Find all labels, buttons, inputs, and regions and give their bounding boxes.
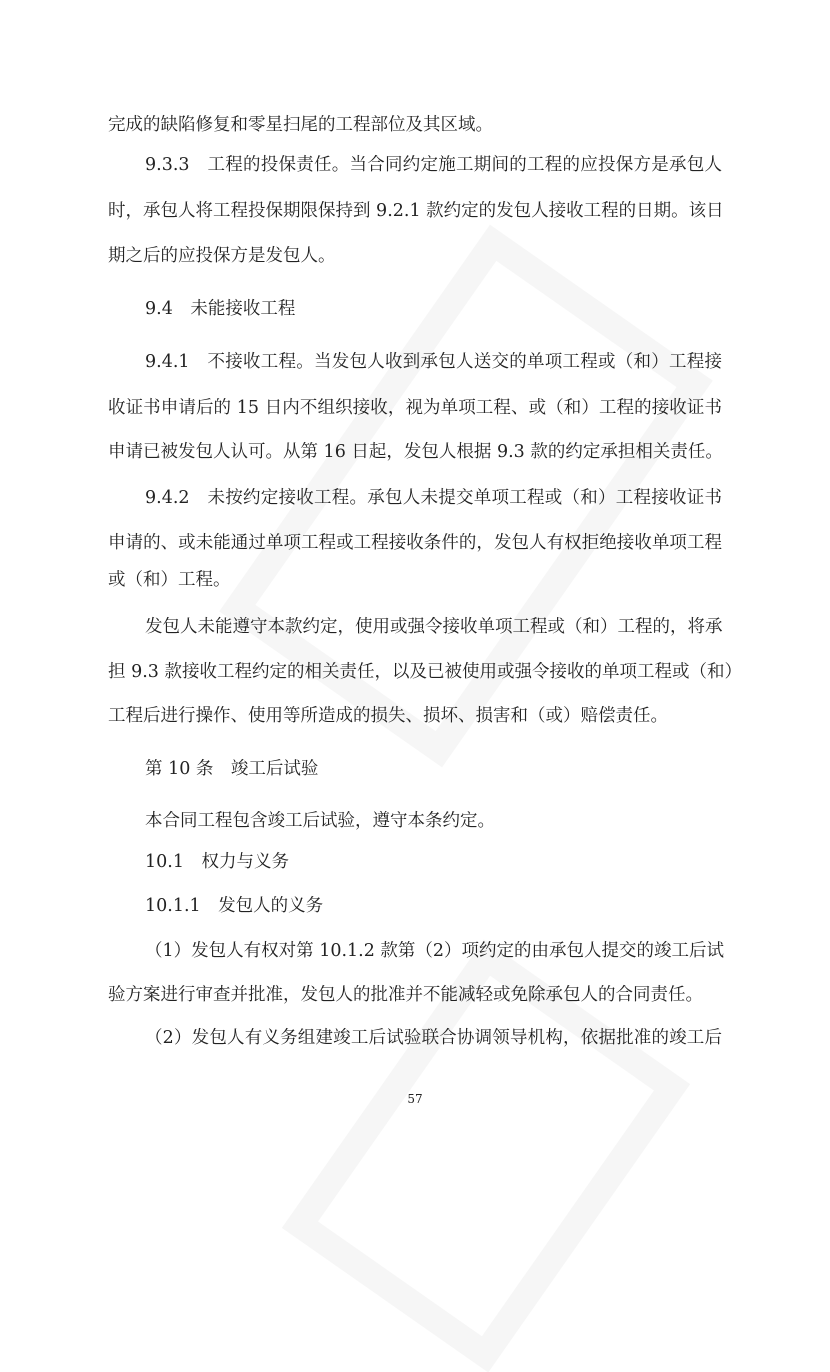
paragraph-line: 9.3.3 工程的投保责任。当合同约定施工期间的工程的应投保方是承包人 xyxy=(145,155,722,175)
paragraph-line: 或（和）工程。 xyxy=(108,570,231,590)
paragraph-line: 时，承包人将工程投保期限保持到 9.2.1 款约定的发包人接收工程的日期。该日 xyxy=(108,201,724,221)
paragraph-line: 收证书申请后的 15 日内不组织接收，视为单项工程、或（和）工程的接收证书 xyxy=(108,398,722,418)
paragraph-line: （2）发包人有义务组建竣工后试验联合协调领导机构，依据批准的竣工后 xyxy=(145,1028,722,1048)
article-heading: 第 10 条 竣工后试验 xyxy=(145,759,319,779)
paragraph-line: 9.4.2 未按约定接收工程。承包人未提交单项工程或（和）工程接收证书 xyxy=(145,488,722,508)
section-heading: 10.1 权力与义务 xyxy=(145,852,289,872)
paragraph-line: 验方案进行审查并批准，发包人的批准并不能减轻或免除承包人的合同责任。 xyxy=(108,985,703,1005)
paragraph-line: 9.4.1 不接收工程。当发包人收到承包人送交的单项工程或（和）工程接 xyxy=(145,352,722,372)
paragraph-line: 工程后进行操作、使用等所造成的损失、损坏、损害和（或）赔偿责任。 xyxy=(108,706,668,726)
paragraph-line: 本合同工程包含竣工后试验，遵守本条约定。 xyxy=(145,811,495,831)
subsection-heading: 10.1.1 发包人的义务 xyxy=(145,896,324,916)
paragraph-line: 担 9.3 款接收工程约定的相关责任，以及已被使用或强令接收的单项工程或（和） xyxy=(108,662,742,682)
paragraph-line: 期之后的应投保方是发包人。 xyxy=(108,246,336,266)
paragraph-line: （1）发包人有权对第 10.1.2 款第（2）项约定的由承包人提交的竣工后试 xyxy=(145,941,725,961)
paragraph-line: 完成的缺陷修复和零星扫尾的工程部位及其区域。 xyxy=(108,115,493,135)
paragraph-line: 发包人未能遵守本款约定，使用或强令接收单项工程或（和）工程的，将承 xyxy=(145,617,723,637)
paragraph-line: 申请的、或未能通过单项工程或工程接收条件的，发包人有权拒绝接收单项工程 xyxy=(108,533,722,553)
page-number: 57 xyxy=(407,1092,423,1106)
paragraph-line: 申请已被发包人认可。从第 16 日起，发包人根据 9.3 款的约定承担相关责任。 xyxy=(108,442,723,462)
section-heading: 9.4 未能接收工程 xyxy=(145,299,296,319)
